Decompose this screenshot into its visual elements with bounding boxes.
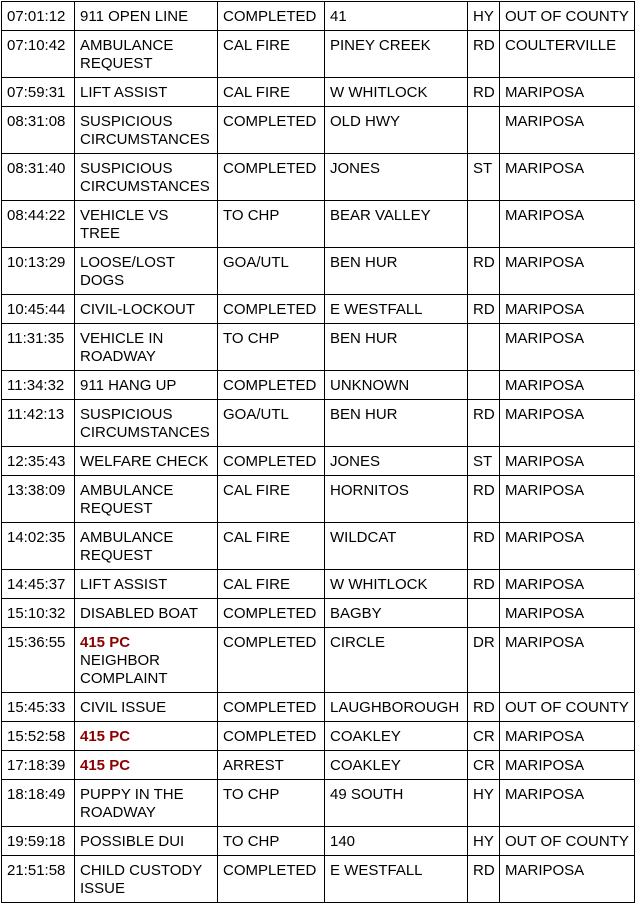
- street-cell: COAKLEY: [325, 751, 468, 780]
- street-cell: E WESTFALL: [325, 295, 468, 324]
- call-type-cell: [75, 476, 218, 523]
- time-cell: 17:18:39: [2, 751, 75, 780]
- call-log-table: [1, 1, 635, 903]
- city-cell: MARIPOSA: [500, 570, 635, 599]
- street-cell: HORNITOS: [325, 476, 468, 523]
- street-cell: 49 SOUTH: [325, 780, 468, 827]
- city-cell: MARIPOSA: [500, 324, 635, 371]
- city-cell: MARIPOSA: [500, 248, 635, 295]
- time-cell: 14:45:37: [2, 570, 75, 599]
- call-type-cell: [75, 2, 218, 31]
- time-cell: 12:35:43: [2, 447, 75, 476]
- call-type-cell: [75, 248, 218, 295]
- city-cell: MARIPOSA: [500, 780, 635, 827]
- street-suffix-cell: RD: [468, 523, 500, 570]
- city-cell: MARIPOSA: [500, 722, 635, 751]
- city-cell: MARIPOSA: [500, 201, 635, 248]
- table-row: [2, 693, 635, 722]
- street-cell: BEAR VALLEY: [325, 201, 468, 248]
- disposition-cell: COMPLETED: [218, 371, 325, 400]
- call-type-line: ROADWAY: [80, 804, 156, 821]
- call-type-line: REQUEST: [80, 500, 153, 517]
- street-suffix-cell: [468, 107, 500, 154]
- street-suffix-cell: [468, 201, 500, 248]
- call-type-line: LIFT ASSIST: [80, 84, 168, 101]
- street-suffix-cell: [468, 599, 500, 628]
- table-row: [2, 31, 635, 78]
- call-type-cell: [75, 31, 218, 78]
- time-cell: 18:18:49: [2, 780, 75, 827]
- call-type-cell: [75, 722, 218, 751]
- time-cell: 10:13:29: [2, 248, 75, 295]
- street-cell: E WESTFALL: [325, 856, 468, 903]
- street-suffix-cell: [468, 371, 500, 400]
- call-type-line: AMBULANCE: [80, 37, 174, 54]
- call-type-cell: [75, 751, 218, 780]
- street-cell: W WHITLOCK: [325, 570, 468, 599]
- time-cell: 15:36:55: [2, 628, 75, 693]
- time-cell: 19:59:18: [2, 827, 75, 856]
- call-type-line: REQUEST: [80, 547, 153, 564]
- street-suffix-cell: RD: [468, 78, 500, 107]
- call-type-line: DISABLED BOAT: [80, 605, 199, 622]
- street-cell: CIRCLE: [325, 628, 468, 693]
- time-cell: 07:01:12: [2, 2, 75, 31]
- disposition-cell: COMPLETED: [218, 107, 325, 154]
- city-cell: MARIPOSA: [500, 447, 635, 476]
- city-cell: MARIPOSA: [500, 107, 635, 154]
- disposition-cell: COMPLETED: [218, 154, 325, 201]
- street-suffix-cell: RD: [468, 400, 500, 447]
- street-suffix-cell: CR: [468, 751, 500, 780]
- disposition-cell: ARREST: [218, 751, 325, 780]
- city-cell: MARIPOSA: [500, 599, 635, 628]
- call-type-line: CIRCUMSTANCES: [80, 178, 210, 195]
- penal-code-label: 415 PC: [80, 728, 131, 745]
- disposition-cell: COMPLETED: [218, 628, 325, 693]
- call-type-line: SUSPICIOUS: [80, 406, 173, 423]
- call-type-line: CIVIL ISSUE: [80, 699, 167, 716]
- table-row: [2, 371, 635, 400]
- time-cell: 08:31:40: [2, 154, 75, 201]
- table-row: [2, 856, 635, 903]
- penal-code-label: 415 PC: [80, 634, 131, 651]
- disposition-cell: GOA/UTL: [218, 400, 325, 447]
- table-row: [2, 599, 635, 628]
- table-row: [2, 154, 635, 201]
- disposition-cell: TO CHP: [218, 201, 325, 248]
- time-cell: 10:45:44: [2, 295, 75, 324]
- street-cell: PINEY CREEK: [325, 31, 468, 78]
- disposition-cell: CAL FIRE: [218, 523, 325, 570]
- city-cell: OUT OF COUNTY: [500, 2, 635, 31]
- disposition-cell: CAL FIRE: [218, 31, 325, 78]
- table-row: [2, 523, 635, 570]
- street-suffix-cell: ST: [468, 154, 500, 201]
- call-type-line: AMBULANCE: [80, 529, 174, 546]
- call-type-line: VEHICLE IN: [80, 330, 164, 347]
- disposition-cell: COMPLETED: [218, 447, 325, 476]
- disposition-cell: COMPLETED: [218, 2, 325, 31]
- call-type-cell: [75, 628, 218, 693]
- street-suffix-cell: RD: [468, 31, 500, 78]
- call-type-line: LIFT ASSIST: [80, 576, 168, 593]
- street-suffix-cell: RD: [468, 693, 500, 722]
- disposition-cell: COMPLETED: [218, 295, 325, 324]
- time-cell: 08:44:22: [2, 201, 75, 248]
- table-row: [2, 780, 635, 827]
- call-type-line: ISSUE: [80, 880, 126, 897]
- call-type-cell: [75, 447, 218, 476]
- street-suffix-cell: RD: [468, 856, 500, 903]
- time-cell: 11:31:35: [2, 324, 75, 371]
- time-cell: 07:10:42: [2, 31, 75, 78]
- table-row: [2, 570, 635, 599]
- street-cell: 41: [325, 2, 468, 31]
- call-type-line: CHILD CUSTODY: [80, 862, 203, 879]
- street-suffix-cell: RD: [468, 476, 500, 523]
- time-cell: 15:52:58: [2, 722, 75, 751]
- time-cell: 15:45:33: [2, 693, 75, 722]
- call-type-line: VEHICLE VS: [80, 207, 169, 224]
- call-type-line: SUSPICIOUS: [80, 113, 173, 130]
- call-type-line: REQUEST: [80, 55, 153, 72]
- table-row: [2, 107, 635, 154]
- table-row: [2, 295, 635, 324]
- call-type-cell: [75, 400, 218, 447]
- city-cell: MARIPOSA: [500, 856, 635, 903]
- street-cell: BEN HUR: [325, 248, 468, 295]
- time-cell: 21:51:58: [2, 856, 75, 903]
- call-type-line: 911 HANG UP: [80, 377, 177, 394]
- table-row: [2, 248, 635, 295]
- city-cell: COULTERVILLE: [500, 31, 635, 78]
- city-cell: MARIPOSA: [500, 78, 635, 107]
- call-type-cell: [75, 523, 218, 570]
- city-cell: OUT OF COUNTY: [500, 693, 635, 722]
- street-cell: BEN HUR: [325, 324, 468, 371]
- street-cell: UNKNOWN: [325, 371, 468, 400]
- table-row: [2, 722, 635, 751]
- call-type-cell: [75, 324, 218, 371]
- time-cell: 14:02:35: [2, 523, 75, 570]
- call-type-cell: [75, 78, 218, 107]
- street-cell: JONES: [325, 447, 468, 476]
- city-cell: MARIPOSA: [500, 476, 635, 523]
- call-type-line: NEIGHBOR: [80, 652, 161, 669]
- call-type-line: DOGS: [80, 272, 125, 289]
- call-type-line: TREE: [80, 225, 121, 242]
- street-suffix-cell: [468, 324, 500, 371]
- street-cell: LAUGHBOROUGH: [325, 693, 468, 722]
- call-type-line: AMBULANCE: [80, 482, 174, 499]
- call-type-cell: [75, 856, 218, 903]
- disposition-cell: TO CHP: [218, 780, 325, 827]
- call-type-line: CIRCUMSTANCES: [80, 131, 210, 148]
- penal-code-label: 415 PC: [80, 757, 131, 774]
- disposition-cell: CAL FIRE: [218, 78, 325, 107]
- time-cell: 15:10:32: [2, 599, 75, 628]
- call-type-cell: [75, 693, 218, 722]
- disposition-cell: COMPLETED: [218, 693, 325, 722]
- table-row: [2, 476, 635, 523]
- city-cell: MARIPOSA: [500, 751, 635, 780]
- street-cell: BAGBY: [325, 599, 468, 628]
- call-type-cell: [75, 570, 218, 599]
- city-cell: MARIPOSA: [500, 523, 635, 570]
- city-cell: MARIPOSA: [500, 400, 635, 447]
- call-type-line: PUPPY IN THE: [80, 786, 184, 803]
- call-type-line: ROADWAY: [80, 348, 156, 365]
- call-type-line: LOOSE/LOST: [80, 254, 176, 271]
- street-suffix-cell: RD: [468, 295, 500, 324]
- call-type-line: POSSIBLE DUI: [80, 833, 185, 850]
- table-row: [2, 324, 635, 371]
- street-suffix-cell: HY: [468, 780, 500, 827]
- disposition-cell: CAL FIRE: [218, 570, 325, 599]
- disposition-cell: COMPLETED: [218, 722, 325, 751]
- street-cell: BEN HUR: [325, 400, 468, 447]
- call-type-cell: [75, 295, 218, 324]
- street-suffix-cell: HY: [468, 827, 500, 856]
- call-type-cell: [75, 780, 218, 827]
- street-suffix-cell: HY: [468, 2, 500, 31]
- disposition-cell: TO CHP: [218, 827, 325, 856]
- city-cell: MARIPOSA: [500, 295, 635, 324]
- table-row: [2, 400, 635, 447]
- street-suffix-cell: RD: [468, 248, 500, 295]
- call-type-cell: [75, 154, 218, 201]
- street-suffix-cell: RD: [468, 570, 500, 599]
- time-cell: 11:34:32: [2, 371, 75, 400]
- street-cell: OLD HWY: [325, 107, 468, 154]
- disposition-cell: CAL FIRE: [218, 476, 325, 523]
- call-type-line: 911 OPEN LINE: [80, 8, 189, 25]
- street-cell: JONES: [325, 154, 468, 201]
- call-type-cell: [75, 827, 218, 856]
- city-cell: MARIPOSA: [500, 154, 635, 201]
- call-type-cell: [75, 201, 218, 248]
- street-cell: 140: [325, 827, 468, 856]
- call-type-cell: [75, 371, 218, 400]
- call-type-cell: [75, 107, 218, 154]
- table-row: [2, 2, 635, 31]
- disposition-cell: COMPLETED: [218, 599, 325, 628]
- call-type-line: COMPLAINT: [80, 670, 168, 687]
- table-row: [2, 751, 635, 780]
- street-cell: WILDCAT: [325, 523, 468, 570]
- table-row: [2, 628, 635, 693]
- street-cell: W WHITLOCK: [325, 78, 468, 107]
- call-type-line: CIVIL-LOCKOUT: [80, 301, 196, 318]
- disposition-cell: COMPLETED: [218, 856, 325, 903]
- table-row: [2, 827, 635, 856]
- time-cell: 13:38:09: [2, 476, 75, 523]
- street-suffix-cell: DR: [468, 628, 500, 693]
- disposition-cell: TO CHP: [218, 324, 325, 371]
- city-cell: OUT OF COUNTY: [500, 827, 635, 856]
- call-type-line: WELFARE CHECK: [80, 453, 209, 470]
- time-cell: 08:31:08: [2, 107, 75, 154]
- city-cell: MARIPOSA: [500, 628, 635, 693]
- street-cell: COAKLEY: [325, 722, 468, 751]
- call-log-body: [2, 2, 635, 903]
- time-cell: 07:59:31: [2, 78, 75, 107]
- disposition-cell: GOA/UTL: [218, 248, 325, 295]
- table-row: [2, 78, 635, 107]
- call-type-line: CIRCUMSTANCES: [80, 424, 210, 441]
- table-row: [2, 447, 635, 476]
- table-row: [2, 201, 635, 248]
- call-type-cell: [75, 599, 218, 628]
- call-type-line: SUSPICIOUS: [80, 160, 173, 177]
- city-cell: MARIPOSA: [500, 371, 635, 400]
- street-suffix-cell: CR: [468, 722, 500, 751]
- street-suffix-cell: ST: [468, 447, 500, 476]
- time-cell: 11:42:13: [2, 400, 75, 447]
